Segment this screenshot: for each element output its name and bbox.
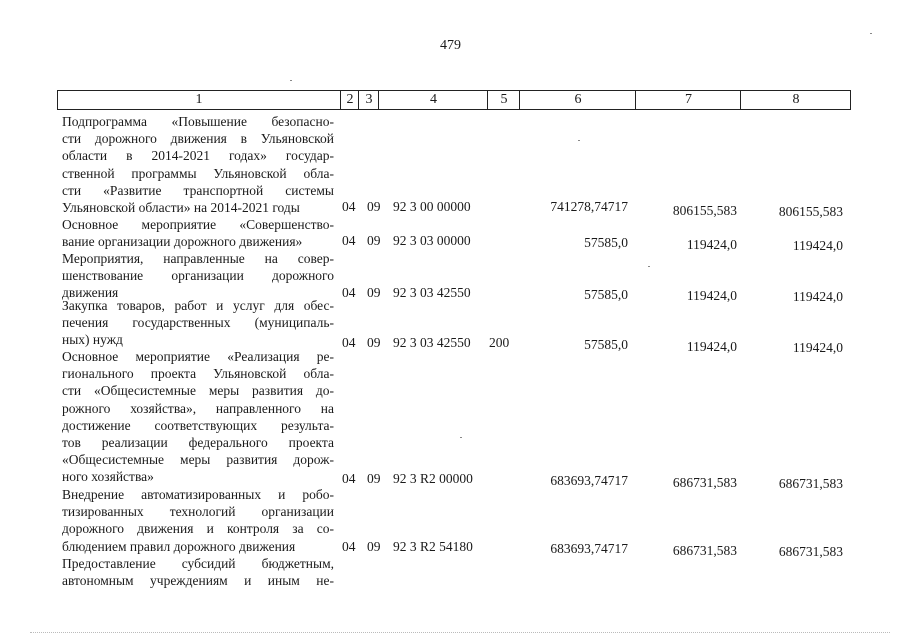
table-row-description (62, 348, 334, 486)
cell-target-article: 92 3 R2 54180 (393, 539, 473, 554)
cell-amount-2020: 119424,0 (686, 288, 737, 303)
description-line: Внедрение автоматизированных и робо- (62, 487, 334, 502)
scan-speck (648, 266, 650, 267)
cell-amount-2021: 119424,0 (792, 238, 843, 253)
scan-speck (870, 33, 872, 34)
cell-amount-2019: 57585,0 (584, 235, 628, 250)
description-line: Основное мероприятие «Реализация ре- (62, 349, 334, 364)
scan-speck (578, 140, 580, 141)
table-row-description (62, 216, 334, 250)
description-line: вание организации дорожного движения» (62, 234, 303, 250)
cell-section: 04 (342, 233, 356, 248)
cell-target-article: 92 3 R2 00000 (393, 471, 473, 486)
table-row-description (62, 555, 334, 589)
page-number: 479 (440, 38, 461, 53)
description-line: тов реализации федерального проекта (62, 434, 334, 450)
description-line: ственной программы Ульяновской обла- (62, 165, 334, 181)
cell-amount-2019: 57585,0 (584, 287, 628, 302)
cell-subsection: 09 (367, 539, 381, 554)
cell-section: 04 (342, 471, 356, 486)
cell-subsection: 09 (367, 199, 381, 214)
cell-amount-2020: 686731,583 (672, 475, 737, 490)
table-row-description (62, 297, 334, 349)
header-col-6: 6 (519, 91, 636, 109)
header-col-5: 5 (487, 91, 520, 109)
description-line: Предоставление субсидий бюджетным, (62, 556, 334, 571)
description-line: сти «Развитие транспортной системы (62, 182, 334, 198)
header-col-1: 1 (195, 92, 203, 107)
cell-target-article: 92 3 00 00000 (393, 199, 471, 214)
description-line: автономным учреждениям и иным не- (62, 573, 334, 589)
cell-amount-2020: 119424,0 (686, 237, 737, 252)
scan-edge-line (30, 632, 890, 634)
description-line: блюдением правил дорожного движения (62, 538, 296, 554)
cell-target-article: 92 3 03 42550 (393, 335, 471, 350)
cell-subsection: 09 (367, 471, 381, 486)
description-line: Подпрограмма «Повышение безопасно- (62, 114, 334, 129)
description-line: Ульяновской области» на 2014-2021 годы (62, 199, 300, 215)
description-line: сти «Общесистемные меры развития до- (62, 383, 334, 399)
cell-amount-2020: 806155,583 (672, 203, 737, 218)
description-line: рожного хозяйства», направленного на (62, 400, 334, 416)
description-line: Мероприятия, направленные на совер- (62, 251, 334, 266)
cell-amount-2019: 683693,74717 (550, 541, 628, 556)
cell-section: 04 (342, 285, 356, 300)
description-line: Закупка товаров, работ и услуг для обес- (62, 298, 334, 313)
table-row-description (62, 113, 334, 216)
table-row-description (62, 250, 334, 302)
description-line: гионального проекта Ульяновской обла- (62, 366, 334, 382)
scan-speck (290, 80, 292, 81)
cell-target-article: 92 3 03 00000 (393, 233, 471, 248)
cell-amount-2021: 119424,0 (792, 340, 843, 355)
description-line: ных) нужд (62, 332, 123, 348)
description-line: шенствование организации дорожного (62, 268, 334, 284)
cell-target-article: 92 3 03 42550 (393, 285, 471, 300)
description-line: «Общесистемные меры развития дорож- (62, 452, 334, 468)
cell-amount-2021: 119424,0 (792, 289, 843, 304)
cell-subsection: 09 (367, 285, 381, 300)
description-line: Основное мероприятие «Совершенство- (62, 217, 334, 232)
description-line: движения (62, 285, 119, 301)
cell-subsection: 09 (367, 233, 381, 248)
description-line: тизированных технологий организации (62, 504, 334, 520)
cell-amount-2021: 806155,583 (778, 204, 843, 219)
table-row-description (62, 486, 334, 555)
description-line: сти дорожного движения в Ульяновской (62, 131, 334, 147)
cell-amount-2020: 119424,0 (686, 339, 737, 354)
cell-amount-2019: 683693,74717 (550, 473, 628, 488)
cell-amount-2019: 57585,0 (584, 337, 628, 352)
cell-section: 04 (342, 199, 356, 214)
header-col-8: 8 (740, 91, 851, 109)
description-line: достижение соответствующих результа- (62, 417, 334, 433)
cell-expense-type: 200 (489, 335, 510, 350)
description-line: дорожного движения и контроля за со- (62, 521, 334, 537)
cell-subsection: 09 (367, 335, 381, 350)
cell-section: 04 (342, 539, 356, 554)
description-line: области в 2014-2021 годах» государ- (62, 148, 334, 164)
cell-amount-2021: 686731,583 (778, 476, 843, 491)
cell-section: 04 (342, 335, 356, 350)
cell-amount-2021: 686731,583 (778, 544, 843, 559)
description-line: печения государственных (муниципаль- (62, 315, 334, 331)
header-col-2: 2 (340, 91, 359, 109)
scan-speck (460, 437, 462, 438)
description-line: ного хозяйства» (62, 469, 154, 485)
header-col-4: 4 (378, 91, 488, 109)
cell-amount-2019: 741278,74717 (550, 199, 628, 214)
header-col-7: 7 (635, 91, 741, 109)
header-col-3: 3 (358, 91, 379, 109)
cell-amount-2020: 686731,583 (672, 543, 737, 558)
table-header (57, 90, 851, 110)
